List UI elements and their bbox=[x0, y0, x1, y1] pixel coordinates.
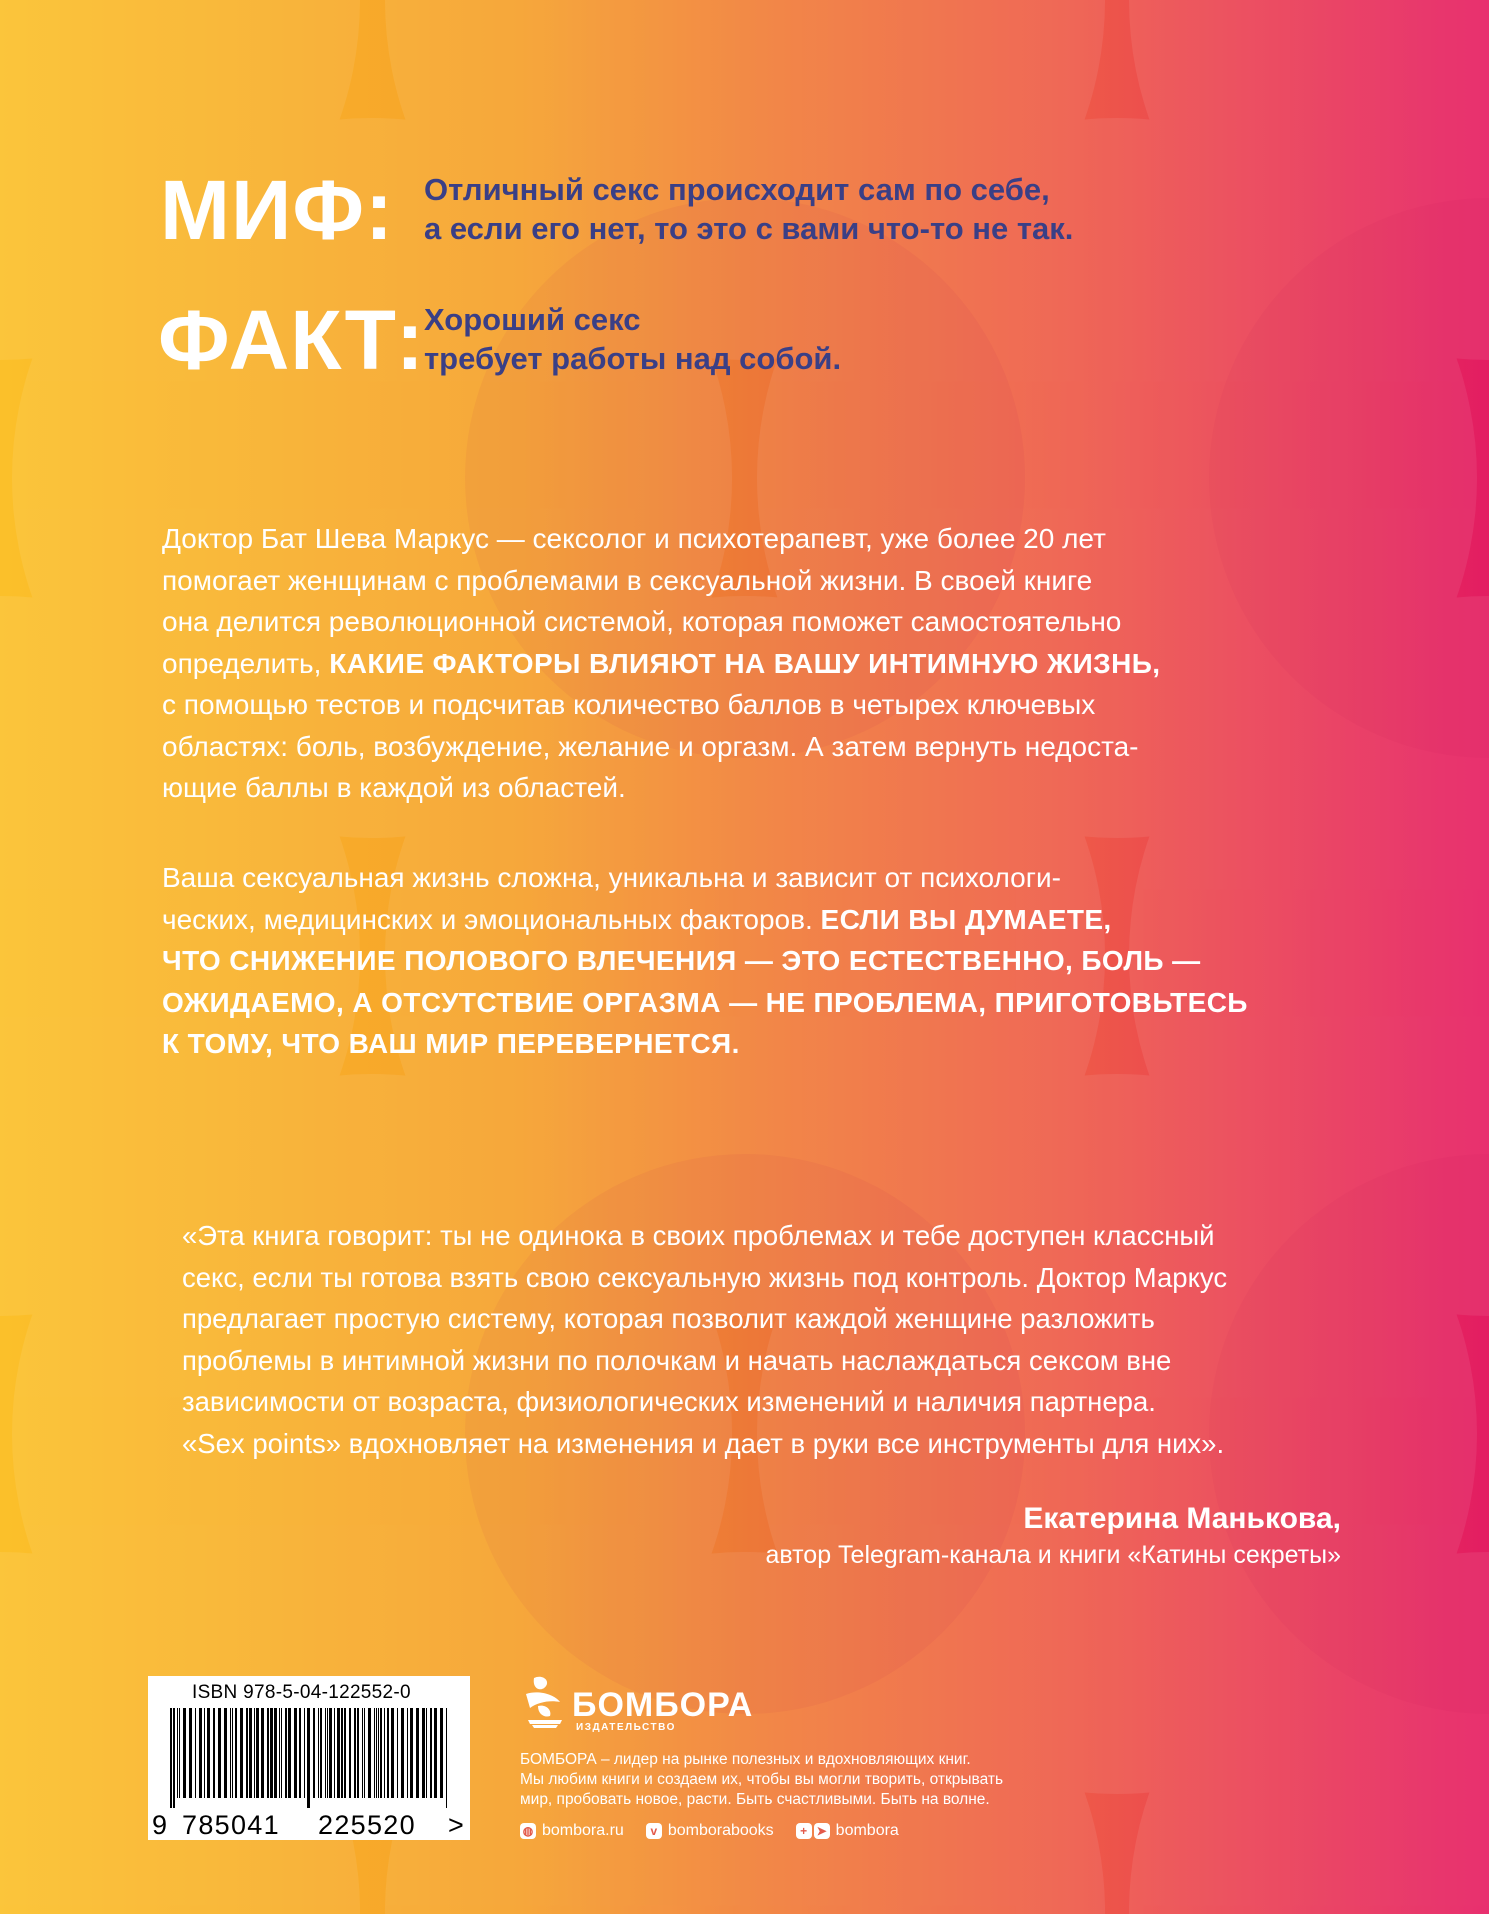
social-telegram[interactable] bbox=[796, 1822, 899, 1840]
barcode-bar bbox=[179, 1708, 180, 1798]
barcode-bar bbox=[376, 1708, 377, 1798]
barcode-bar bbox=[204, 1708, 205, 1798]
barcode-bar bbox=[434, 1708, 437, 1798]
description2-paragraph bbox=[162, 857, 1362, 1065]
publisher-description-line: БОМБОРА – лидер на рынке полезных и вдохновляющих книг. bbox=[520, 1751, 971, 1768]
barcode-bar bbox=[299, 1708, 301, 1798]
barcode-bar bbox=[344, 1708, 346, 1798]
barcode-bar bbox=[407, 1708, 408, 1798]
barcode-bar bbox=[387, 1708, 389, 1798]
isbn-digits-right: 225520 bbox=[318, 1810, 416, 1840]
quote-author: Екатерина Манькова, bbox=[1023, 1502, 1341, 1535]
fact-line: Хороший секс bbox=[424, 302, 641, 337]
barcode-bar bbox=[357, 1708, 359, 1798]
barcode-bar bbox=[320, 1708, 322, 1798]
barcode-bar bbox=[318, 1708, 319, 1798]
quote-line: секс, если ты готова взять свою сексуальную жизнь под контроль. Доктор Маркус bbox=[182, 1261, 1228, 1293]
barcode-bar bbox=[362, 1708, 363, 1798]
barcode-bar bbox=[256, 1708, 259, 1798]
description2-line: ОЖИДАЕМО, А ОТСУТСТВИЕ ОРГАЗМА — НЕ ПРОБЛЕМА, ПРИГОТОВЬТЕСЬ bbox=[162, 986, 1248, 1018]
myth-line: а если его нет, то это с вами что-то не так. bbox=[424, 211, 1074, 246]
description-line: помогает женщинам с проблемами в сексуальной жизни. В своей книге bbox=[162, 564, 1093, 596]
barcode-bar bbox=[354, 1708, 356, 1798]
publisher-description-line: мир, пробовать новое, расти. Быть счастливыми. Быть на волне. bbox=[520, 1791, 990, 1808]
social-label: bomborabooks bbox=[667, 1822, 774, 1839]
barcode-bar bbox=[177, 1708, 178, 1798]
quote-line: зависимости от возраста, физиологических изменений и наличия партнера. bbox=[182, 1386, 1156, 1417]
barcode-bar bbox=[374, 1708, 375, 1798]
barcode-bar bbox=[240, 1708, 243, 1798]
publisher-description bbox=[520, 1750, 1003, 1810]
barcode-bar bbox=[446, 1708, 447, 1808]
vk-icon: v bbox=[646, 1823, 662, 1839]
barcode-bar bbox=[426, 1708, 427, 1798]
description-highlight: КАКИЕ ФАКТОРЫ ВЛИЯЮТ НА ВАШУ ИНТИМНУЮ ЖИЗНЬ, bbox=[329, 647, 1161, 679]
barcode-bar bbox=[213, 1708, 215, 1798]
description2-text: ческих, медицинских и эмоциональных факторов. bbox=[162, 903, 821, 935]
barcode-bar bbox=[304, 1708, 305, 1798]
barcode-bar bbox=[416, 1708, 419, 1798]
barcode-bar bbox=[294, 1708, 297, 1798]
quote-line: предлагает простую систему, которая позволит каждой женщине разложить bbox=[182, 1303, 1155, 1334]
bombora-logo-icon bbox=[520, 1672, 578, 1730]
myth-line: Отличный секс происходит сам по себе, bbox=[424, 172, 1050, 207]
barcode-bar bbox=[401, 1708, 404, 1798]
barcode-bar bbox=[325, 1708, 326, 1798]
barcode-bar bbox=[224, 1708, 227, 1798]
myth-text bbox=[424, 170, 1073, 248]
quote-line: проблемы в интимной жизни по полочкам и начать наслаждаться сексом вне bbox=[182, 1344, 1172, 1376]
isbn-digit-first: 9 bbox=[152, 1810, 169, 1840]
publisher-subtitle: ИЗДАТЕЛЬСТВО bbox=[576, 1722, 676, 1733]
barcode-bar bbox=[199, 1708, 202, 1798]
barcode-bar bbox=[183, 1708, 186, 1798]
barcode-bar bbox=[173, 1708, 175, 1808]
publisher-socials bbox=[520, 1822, 921, 1840]
barcode-bar bbox=[232, 1708, 233, 1798]
barcode-bar bbox=[327, 1708, 328, 1798]
myth-label: МИФ: bbox=[160, 163, 395, 257]
quote-line: «Sex points» вдохновляет на изменения и дает в руки все инструменты для них». bbox=[182, 1427, 1225, 1459]
barcode-bar bbox=[218, 1708, 221, 1798]
publisher-name: БОМБОРА bbox=[572, 1686, 754, 1724]
description-paragraph bbox=[162, 518, 1362, 809]
barcode-bar bbox=[313, 1708, 315, 1798]
barcode-bar bbox=[337, 1708, 340, 1798]
description-line: с помощью тестов и подсчитав количество баллов в четырех ключевых bbox=[162, 689, 1096, 720]
barcode-bar bbox=[207, 1708, 210, 1798]
barcode-bar bbox=[235, 1708, 237, 1798]
description-line: Доктор Бат Шева Маркус — сексолог и психотерапевт, уже более 20 лет bbox=[162, 523, 1106, 554]
description-line: она делится революционной системой, которая поможет самостоятельно bbox=[162, 606, 1122, 637]
fact-line: требует работы над собой. bbox=[424, 341, 842, 376]
fact-label: ФАКТ: bbox=[158, 293, 425, 387]
plus-icon: + bbox=[796, 1823, 812, 1839]
barcode-bar bbox=[391, 1708, 394, 1798]
barcode-bar bbox=[274, 1708, 277, 1798]
social-label: bombora.ru bbox=[542, 1822, 624, 1839]
telegram-icon: ➤ bbox=[814, 1823, 830, 1839]
publisher-description-line: Мы любим книги и создаем их, чтобы вы могли творить, открывать bbox=[520, 1771, 1004, 1788]
barcode-bar bbox=[267, 1708, 269, 1798]
description-line: областях: боль, возбуждение, желание и оргазм. А затем вернуть недоста- bbox=[162, 730, 1139, 762]
barcode-bar bbox=[430, 1708, 432, 1798]
barcode-bar bbox=[410, 1708, 413, 1798]
barcode-bar bbox=[368, 1708, 371, 1798]
barcode-bars bbox=[170, 1708, 448, 1808]
social-label: bombora bbox=[835, 1822, 899, 1839]
barcode-box bbox=[148, 1676, 470, 1840]
barcode-bar bbox=[334, 1708, 335, 1798]
fact-text bbox=[424, 300, 841, 378]
social-website[interactable] bbox=[520, 1822, 624, 1840]
description2-line: ЧТО СНИЖЕНИЕ ПОЛОВОГО ВЛЕЧЕНИЯ — ЭТО ЕСТЕСТВЕННО, БОЛЬ — bbox=[162, 945, 1201, 976]
isbn-digits-left: 785041 bbox=[182, 1810, 280, 1840]
barcode-bar bbox=[349, 1708, 351, 1798]
isbn-digit-end: > bbox=[448, 1810, 466, 1840]
quote-line: «Эта книга говорит: ты не одинока в своих проблемах и тебе доступен классный bbox=[182, 1220, 1215, 1251]
barcode-bar bbox=[329, 1708, 332, 1798]
barcode-bar bbox=[384, 1708, 385, 1798]
globe-icon: ◍ bbox=[520, 1823, 536, 1839]
description2-highlight: ЕСЛИ ВЫ ДУМАЕТЕ, bbox=[820, 903, 1112, 935]
description2-line: К ТОМУ, ЧТО ВАШ МИР ПЕРЕВЕРНЕТСЯ. bbox=[162, 1028, 740, 1059]
barcode-bar bbox=[170, 1708, 172, 1808]
barcode-bar bbox=[397, 1708, 398, 1798]
barcode-bar bbox=[281, 1708, 282, 1798]
barcode-bar bbox=[422, 1708, 425, 1798]
description-line: ющие баллы в каждой из областей. bbox=[162, 772, 626, 803]
social-vk[interactable] bbox=[646, 1822, 774, 1840]
barcode-bar bbox=[230, 1708, 231, 1798]
description2-line bbox=[162, 899, 1362, 941]
barcode-bar bbox=[341, 1708, 343, 1798]
barcode-bar bbox=[270, 1708, 273, 1798]
review-quote bbox=[182, 1215, 1362, 1464]
barcode-bar bbox=[440, 1708, 443, 1798]
barcode-bar bbox=[279, 1708, 280, 1798]
barcode-bar bbox=[285, 1708, 287, 1798]
description-text: определить, bbox=[162, 647, 330, 679]
quote-attribution bbox=[766, 1500, 1342, 1572]
isbn-label: ISBN 978-5-04-122552-0 bbox=[192, 1682, 411, 1703]
barcode-bar bbox=[246, 1708, 248, 1798]
barcode-bar bbox=[378, 1708, 379, 1798]
quote-author-role: автор Telegram-канала и книги «Катины секреты» bbox=[765, 1541, 1341, 1569]
barcode-bar bbox=[254, 1708, 255, 1798]
barcode-bar bbox=[249, 1708, 252, 1798]
description2-line: Ваша сексуальная жизнь сложна, уникальна и зависит от психологи- bbox=[162, 862, 1061, 893]
barcode-bar bbox=[195, 1708, 196, 1798]
description-line bbox=[162, 643, 1362, 685]
barcode-bar bbox=[380, 1708, 382, 1798]
barcode-bar bbox=[364, 1708, 365, 1798]
barcode-bar bbox=[261, 1708, 264, 1798]
barcode-bar bbox=[307, 1708, 310, 1808]
barcode-bar bbox=[288, 1708, 291, 1798]
barcode-bar bbox=[189, 1708, 192, 1798]
